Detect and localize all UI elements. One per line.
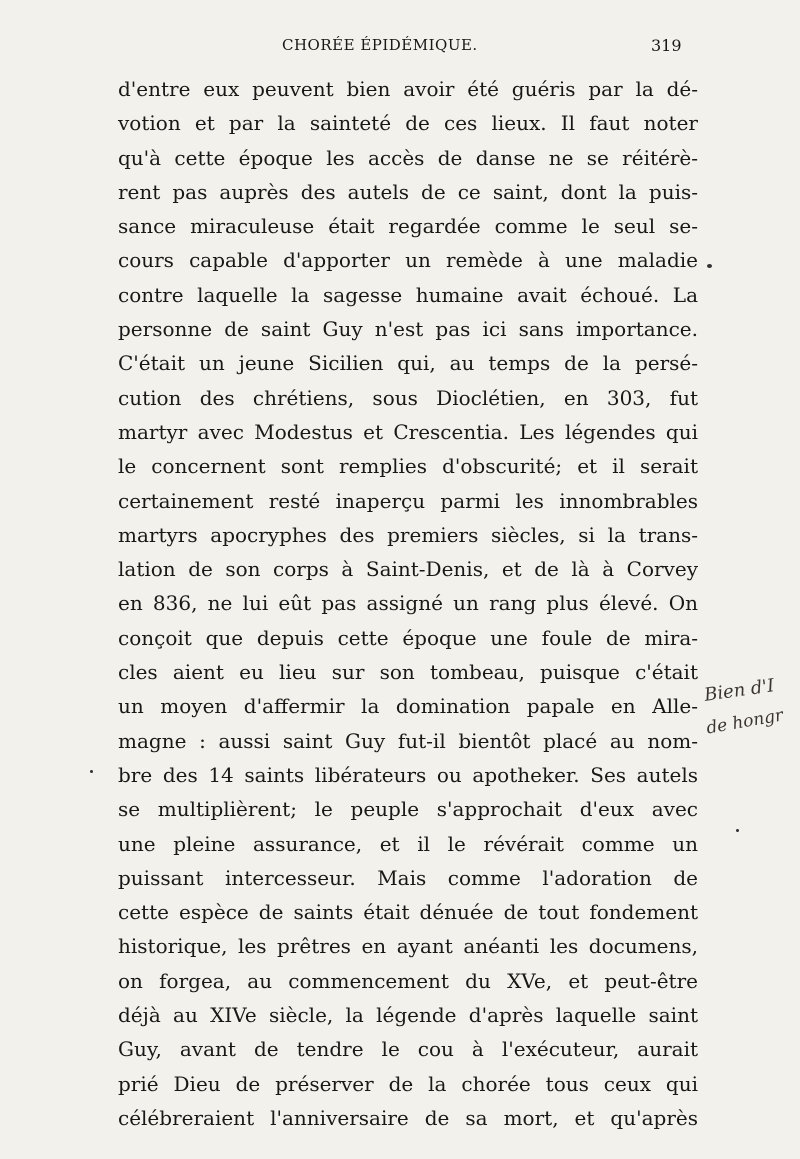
text-line: personne de saint Guy n'est pas ici sans importance.: [118, 317, 698, 342]
text-line: un moyen d'affermir la domination papale en Alle-: [118, 694, 698, 719]
text-line: bre des 14 saints libérateurs ou apotheker. Ses autels: [118, 762, 698, 787]
text-line: puissant intercesseur. Mais comme l'adoration de: [118, 865, 698, 890]
text-line: certainement resté inaperçu parmi les innombrables: [118, 488, 698, 513]
text-line: une pleine assurance, et il le révérait comme un: [118, 831, 698, 856]
running-title: CHORÉE ÉPIDÉMIQUE.: [282, 36, 478, 54]
text-line: le concernent sont remplies d'obscurité; et il serait: [118, 454, 698, 479]
text-line: qu'à cette époque les accès de danse ne se réitérè-: [118, 145, 698, 170]
text-line: cette espèce de saints était dénuée de tout fondement: [118, 900, 698, 925]
text-line: magne : aussi saint Guy fut-il bientôt placé au nom-: [118, 728, 698, 753]
text-line: cours capable d'apporter un remède à une maladie: [118, 248, 698, 273]
text-line: rent pas auprès des autels de ce saint, dont la puis-: [118, 179, 698, 204]
text-line: cution des chrétiens, sous Dioclétien, en 303, fut: [118, 385, 698, 410]
ink-speck: [90, 770, 93, 773]
text-line: cles aient eu lieu sur son tombeau, puisque c'était: [118, 660, 698, 685]
handwritten-margin-note: Bien d'I: [702, 675, 776, 706]
text-line: Guy, avant de tendre le cou à l'exécuteur, aurait: [118, 1037, 698, 1062]
text-line: conçoit que depuis cette époque une foule de mira-: [118, 625, 698, 650]
body-text: [118, 72, 698, 1135]
text-line: C'était un jeune Sicilien qui, au temps de la persé-: [118, 351, 698, 376]
page-header: [0, 36, 800, 60]
text-line: lation de son corps à Saint-Denis, et de là à Corvey: [118, 557, 698, 582]
text-line: sance miraculeuse était regardée comme le seul se-: [118, 214, 698, 239]
text-line: se multiplièrent; le peuple s'approchait d'eux avec: [118, 797, 698, 822]
text-line: célébreraient l'anniversaire de sa mort, et qu'après: [118, 1105, 698, 1130]
page-number: 319: [651, 36, 682, 55]
text-line: votion et par la sainteté de ces lieux. Il faut noter: [118, 111, 698, 136]
text-line: historique, les prêtres en ayant anéanti les documens,: [118, 934, 698, 959]
text-line: on forgea, au commencement du XVe, et peut-être: [118, 968, 698, 993]
handwritten-margin-note: de hongr: [704, 705, 785, 739]
text-line: martyrs apocryphes des premiers siècles, si la trans-: [118, 522, 698, 547]
text-line: prié Dieu de préserver de la chorée tous ceux qui: [118, 1071, 698, 1096]
text-line: martyr avec Modestus et Crescentia. Les légendes qui: [118, 419, 698, 444]
text-line: déjà au XIVe siècle, la légende d'après laquelle saint: [118, 1003, 698, 1028]
text-line: d'entre eux peuvent bien avoir été guéris par la dé-: [118, 77, 698, 101]
text-line: en 836, ne lui eût pas assigné un rang plus élevé. On: [118, 591, 698, 616]
ink-speck: [736, 829, 739, 832]
text-line: contre laquelle la sagesse humaine avait échoué. La: [118, 282, 698, 307]
ink-speck: [707, 264, 712, 268]
